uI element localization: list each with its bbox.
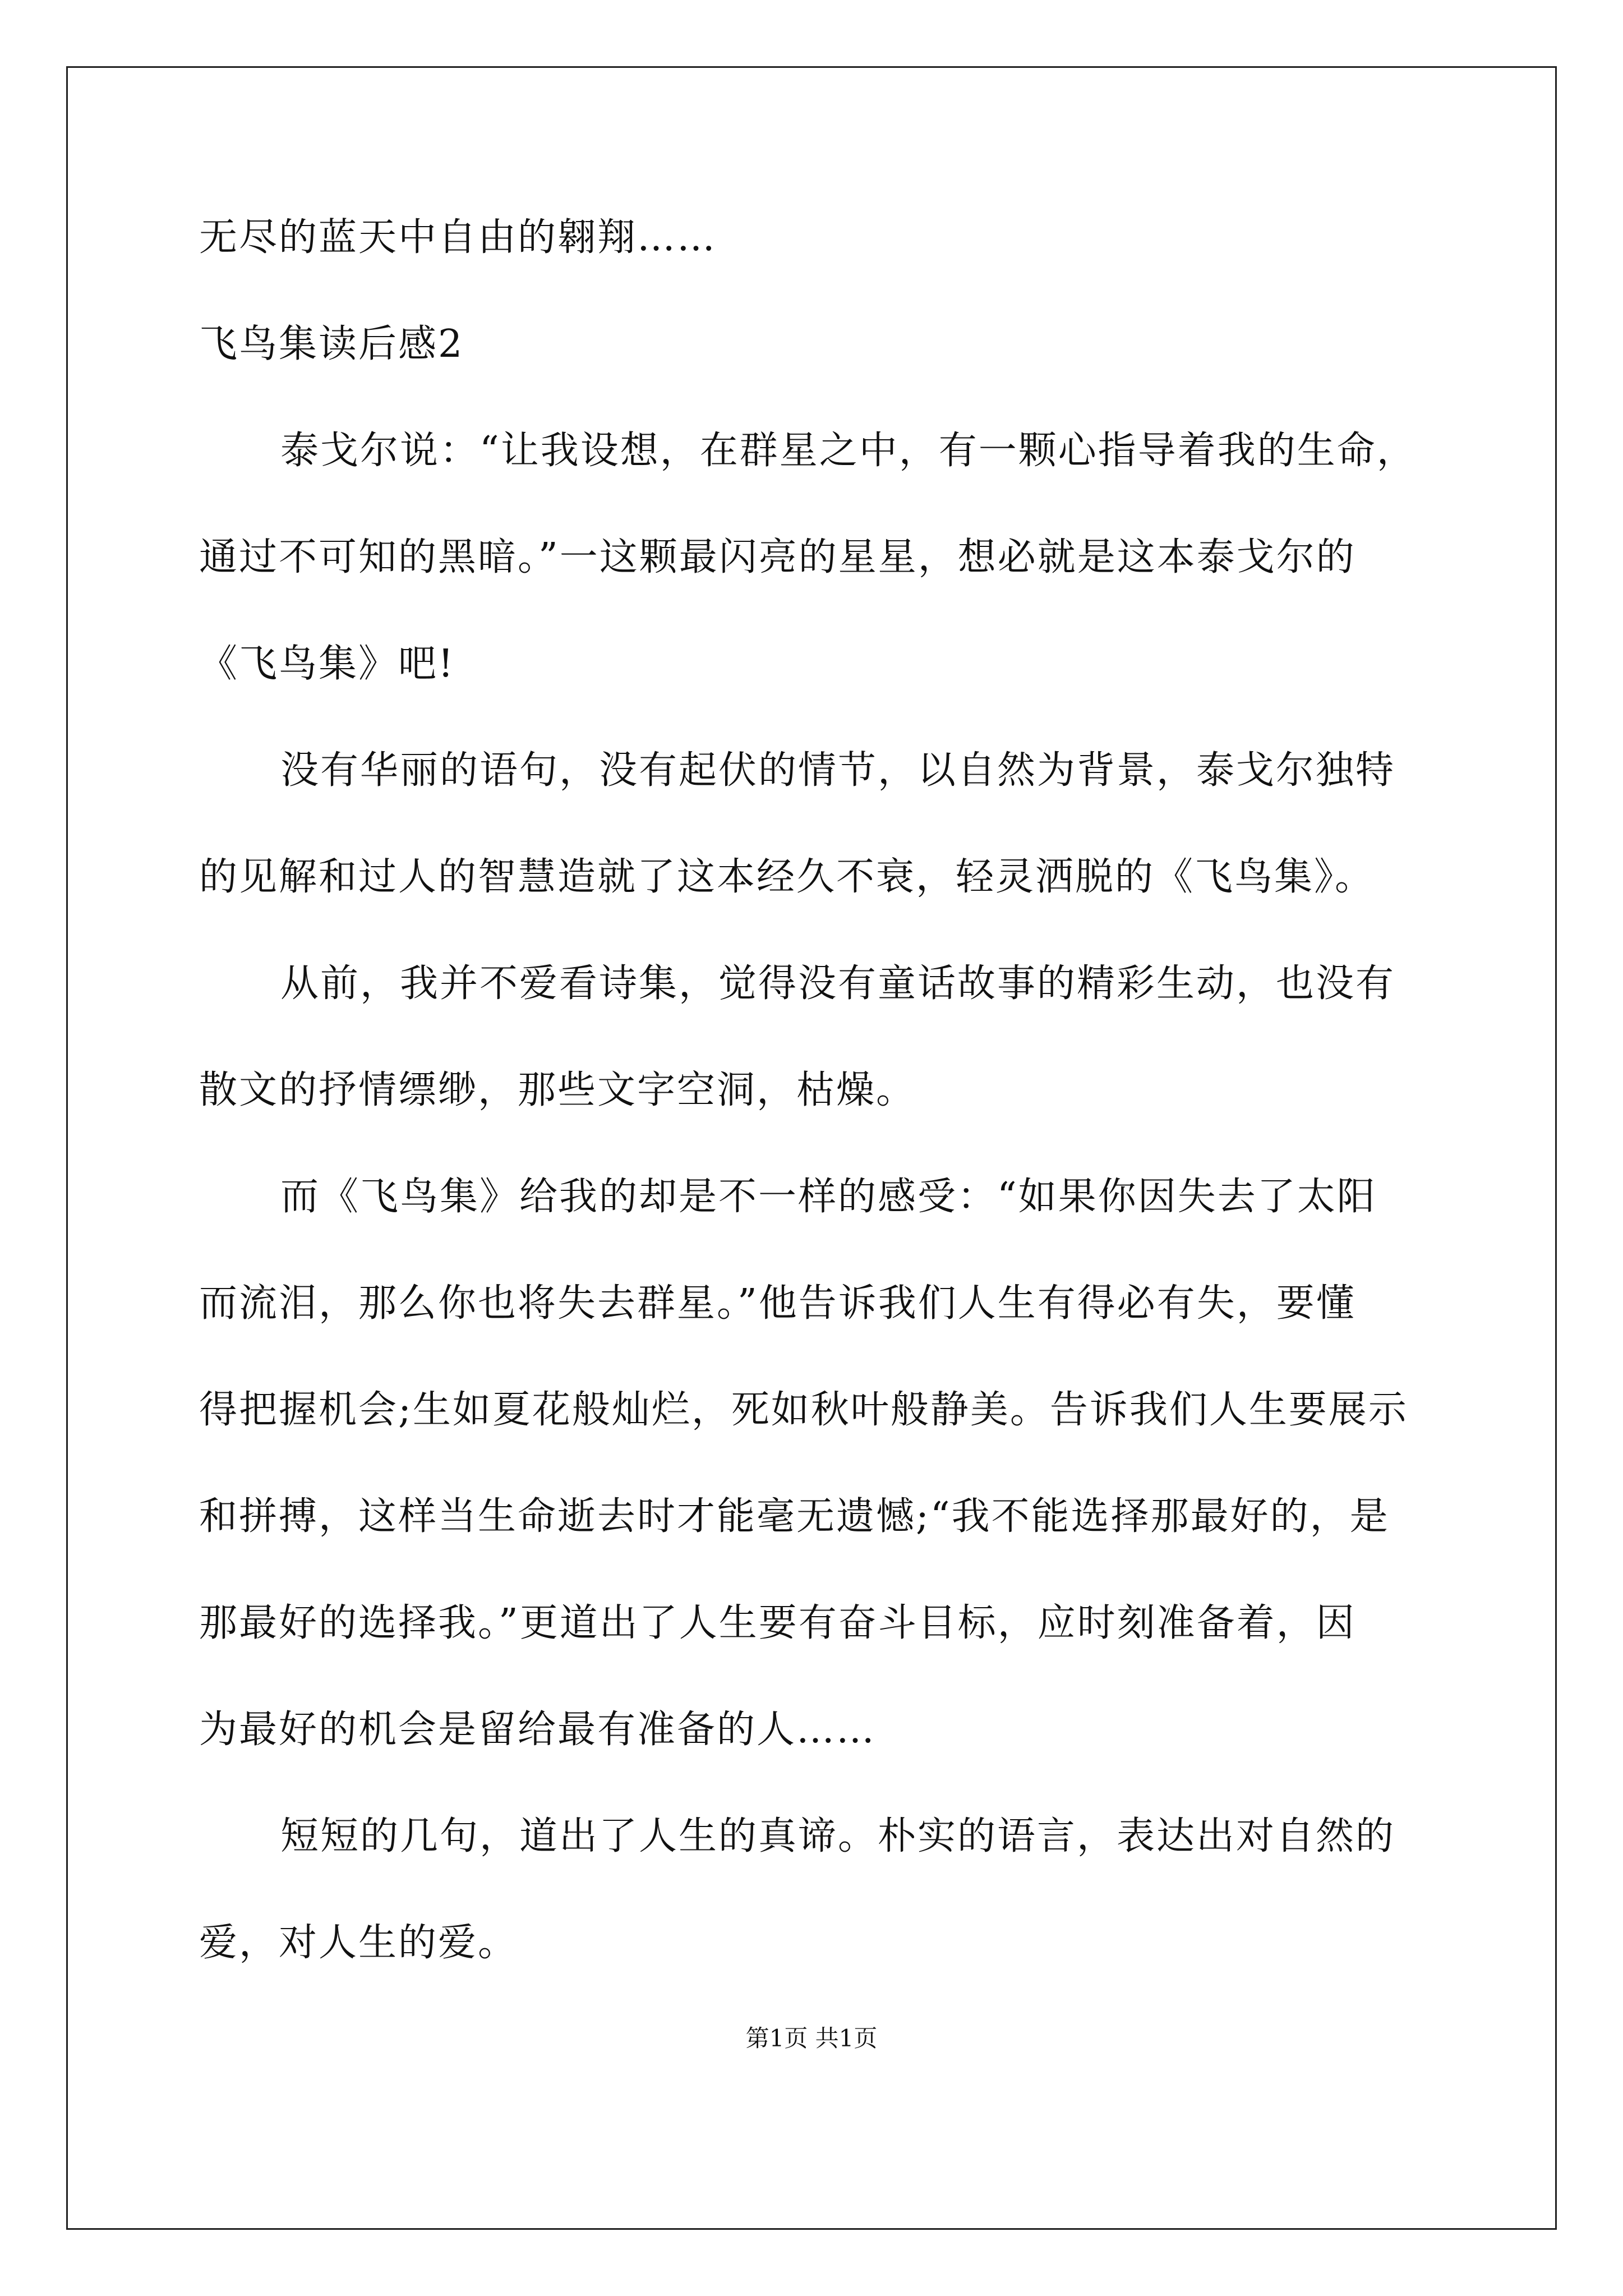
text-line: 散文的抒情缥缈，那些文字空洞，枯燥。 [199, 1068, 916, 1112]
text-line: 的见解和过人的智慧造就了这本经久不衰，轻灵洒脱的《飞鸟集》。 [199, 855, 1375, 899]
text-line: 泰戈尔说：“让我设想，在群星之中，有一颗心指导着我的生命， [280, 429, 1417, 473]
text-line: 和拼搏，这样当生命逝去时才能毫无遗憾;“我不能选择那最好的，是 [199, 1494, 1390, 1539]
text-line: 为最好的机会是留给最有准备的人…… [199, 1708, 877, 1752]
text-line: 爱，对人生的爱。 [199, 1921, 518, 1965]
text-line: 没有华丽的语句，没有起伏的情节，以自然为背景，泰戈尔独特 [280, 748, 1396, 793]
page-border [66, 66, 1557, 2230]
text-line: 而流泪，那么你也将失去群星。”他告诉我们人生有得必有失，要懂 [199, 1281, 1356, 1326]
text-line: 短短的几句，道出了人生的真谛。朴实的语言，表达出对自然的 [280, 1814, 1396, 1858]
text-line: 得把握机会;生如夏花般灿烂，死如秋叶般静美。告诉我们人生要展示 [199, 1388, 1408, 1432]
text-line: 那最好的选择我。”更道出了人生要有奋斗目标，应时刻准备着，因 [199, 1601, 1356, 1645]
text-line: 从前，我并不爱看诗集，觉得没有童话故事的精彩生动，也没有 [280, 961, 1396, 1006]
text-line: 通过不可知的黑暗。”一这颗最闪亮的星星，想必就是这本泰戈尔的 [199, 535, 1356, 579]
section-title: 飞鸟集读后感2 [199, 322, 464, 366]
page-footer: 第1页 共1页 [745, 2024, 878, 2052]
text-line: 而《飞鸟集》给我的却是不一样的感受：“如果你因失去了太阳 [280, 1175, 1377, 1219]
text-line: 无尽的蓝天中自由的翱翔…… [199, 215, 717, 260]
text-line: 《飞鸟集》吧! [199, 642, 455, 686]
